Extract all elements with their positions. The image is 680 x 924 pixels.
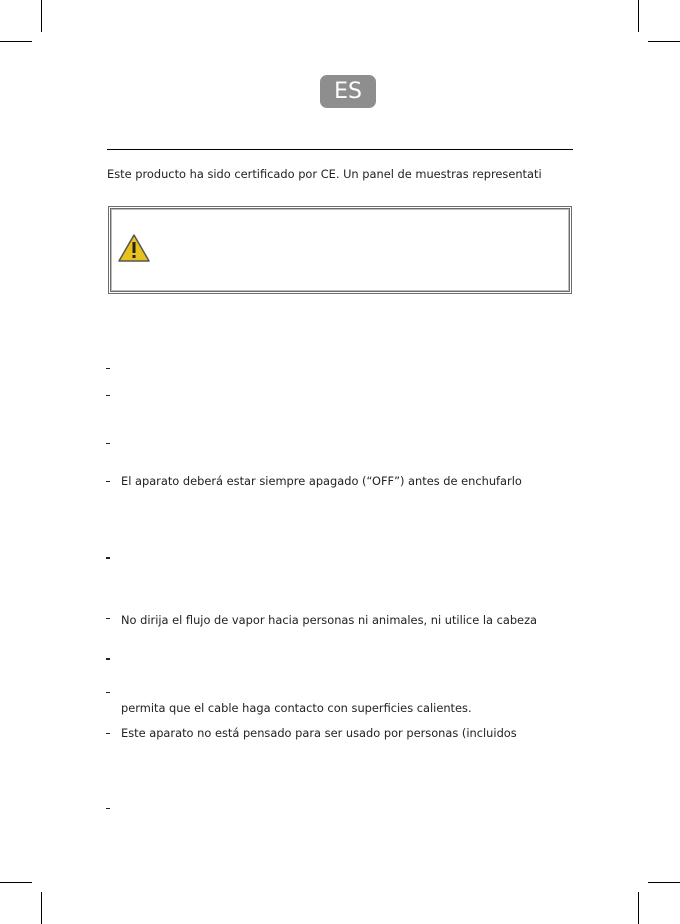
crop-mark-bottom-left-h bbox=[0, 882, 32, 883]
warning-box bbox=[108, 206, 572, 294]
warning-triangle-icon bbox=[117, 233, 151, 263]
crop-mark-top-left-v bbox=[41, 0, 42, 32]
list-item: No dirija el flujo de vapor hacia personas ni animales, ni utilice la cabeza bbox=[121, 613, 538, 627]
intro-paragraph: Este producto ha sido certificado por CE. Un panel de muestras representati bbox=[107, 167, 542, 181]
crop-mark-bottom-right-v bbox=[638, 892, 639, 924]
bullet-dash bbox=[106, 557, 110, 559]
bullet-dash bbox=[106, 733, 110, 734]
bullet-dash bbox=[106, 481, 110, 482]
crop-mark-top-left-h bbox=[0, 41, 32, 42]
bullet-dash bbox=[106, 808, 110, 809]
bullet-dash bbox=[106, 658, 110, 660]
list-item: permita que el cable haga contacto con superficies calientes. bbox=[121, 701, 472, 715]
header-rule bbox=[107, 149, 573, 150]
bullet-dash bbox=[106, 618, 110, 619]
bullet-dash bbox=[106, 692, 110, 693]
crop-mark-top-right-h bbox=[648, 41, 680, 42]
bullet-dash bbox=[106, 368, 110, 369]
bullet-dash bbox=[106, 395, 110, 396]
list-item: Este aparato no está pensado para ser usado por personas (incluidos bbox=[121, 726, 517, 740]
bullet-dash bbox=[106, 443, 110, 444]
crop-mark-bottom-right-h bbox=[648, 882, 680, 883]
language-badge: ES bbox=[320, 75, 376, 108]
crop-mark-top-right-v bbox=[638, 0, 639, 32]
crop-mark-bottom-left-v bbox=[41, 892, 42, 924]
list-item: El aparato deberá estar siempre apagado (“OFF”) antes de enchufarlo bbox=[121, 474, 522, 488]
